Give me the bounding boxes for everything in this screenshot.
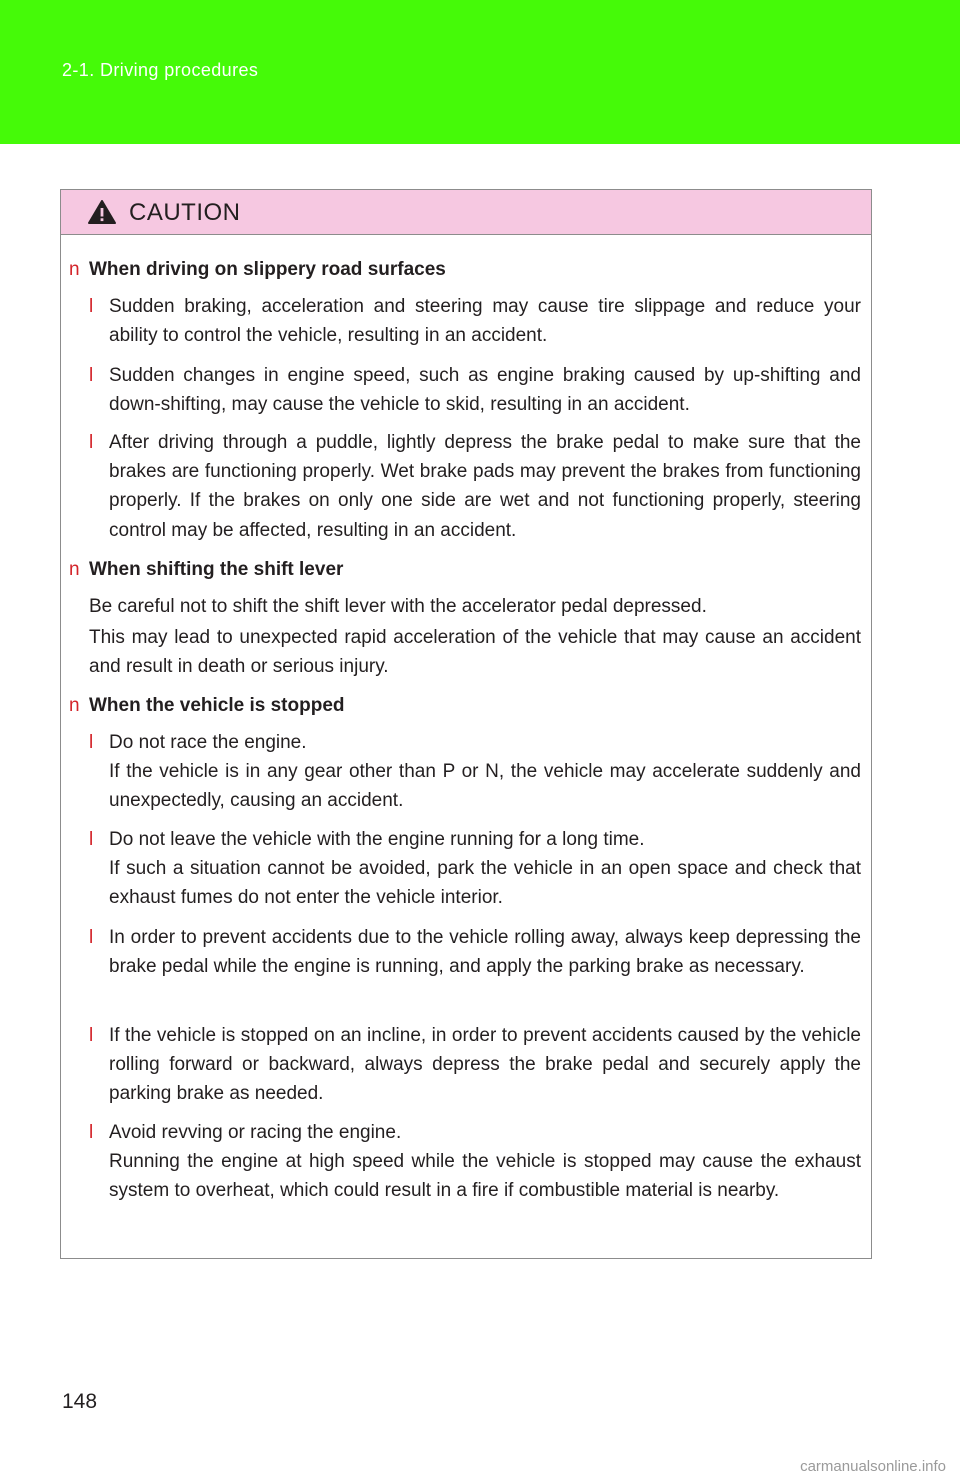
list-item-text: Do not race the engine. bbox=[109, 732, 307, 753]
watermark: carmanualsonline.info bbox=[800, 1458, 946, 1475]
paragraph: Be careful not to shift the shift lever with the accelerator pedal depressed. bbox=[89, 596, 707, 617]
list-item bbox=[89, 825, 861, 854]
paragraph: This may lead to unexpected rapid acceleration of the vehicle that may cause an accident and result in death or serious injury. bbox=[89, 627, 861, 678]
list-item-text: If the vehicle is stopped on an incline, in order to prevent accidents caused by the vehicle rolling forward or backward, always depress the brake pedal and securely apply the parking brake as needed. bbox=[109, 1025, 861, 1105]
caution-header bbox=[61, 190, 871, 235]
list-item-text: Sudden changes in engine speed, such as engine braking caused by up-shifting and down-shifting, may cause the vehicle to skid, resulting in an accident. bbox=[109, 365, 861, 416]
bullet-icon: l bbox=[89, 365, 94, 386]
section-heading bbox=[69, 558, 343, 582]
square-bullet-icon: n bbox=[69, 559, 80, 580]
bullet-icon: l bbox=[89, 432, 94, 453]
section-heading-text: When the vehicle is stopped bbox=[89, 695, 345, 716]
list-item bbox=[89, 1021, 861, 1109]
list-item bbox=[89, 361, 861, 419]
section-heading-text: When driving on slippery road surfaces bbox=[89, 259, 446, 280]
list-item-continuation: If the vehicle is in any gear other than P or N, the vehicle may accelerate suddenly and unexpectedly, causing an accident. bbox=[109, 761, 861, 812]
bullet-icon: l bbox=[89, 296, 94, 317]
list-item-text: In order to prevent accidents due to the vehicle rolling away, always keep depressing the brake pedal while the engine is running, and apply the parking brake as necessary. bbox=[109, 927, 861, 978]
list-item bbox=[89, 292, 861, 350]
list-item-text: Do not leave the vehicle with the engine running for a long time. bbox=[109, 829, 645, 850]
list-item bbox=[89, 1118, 861, 1147]
bullet-icon: l bbox=[89, 1122, 94, 1143]
caution-box bbox=[60, 189, 872, 1259]
bullet-icon: l bbox=[89, 732, 94, 753]
page-header bbox=[0, 0, 960, 144]
bullet-icon: l bbox=[89, 1025, 94, 1046]
caution-title: CAUTION bbox=[129, 199, 241, 226]
section-title: 2-1. Driving procedures bbox=[62, 60, 259, 80]
bullet-icon: l bbox=[89, 927, 94, 948]
list-item bbox=[89, 728, 861, 757]
list-item-text: After driving through a puddle, lightly depress the brake pedal to make sure that the brakes are functioning properly. Wet brake pads may prevent the brakes from functioning properly. If the brakes on only one side are wet and not functioning properly, steering control may be affected, resulting in an accident. bbox=[109, 432, 861, 541]
section-heading bbox=[69, 694, 345, 718]
list-item bbox=[89, 428, 861, 545]
page-number: 148 bbox=[62, 1390, 98, 1413]
section-heading-text: When shifting the shift lever bbox=[89, 559, 344, 580]
square-bullet-icon: n bbox=[69, 695, 80, 716]
list-item bbox=[89, 923, 861, 981]
bullet-icon: l bbox=[89, 829, 94, 850]
list-item-continuation: If such a situation cannot be avoided, park the vehicle in an open space and check that exhaust fumes do not enter the vehicle interior. bbox=[109, 858, 861, 909]
list-item-continuation: Running the engine at high speed while the vehicle is stopped may cause the exhaust system to overheat, which could result in a fire if combustible material is nearby. bbox=[109, 1151, 861, 1202]
list-item-text: Avoid revving or racing the engine. bbox=[109, 1122, 402, 1143]
list-item-text: Sudden braking, acceleration and steering may cause tire slippage and reduce your ability to control the vehicle, resulting in an accident. bbox=[109, 296, 861, 347]
section-heading bbox=[69, 258, 446, 282]
warning-triangle-icon bbox=[87, 199, 117, 225]
square-bullet-icon: n bbox=[69, 259, 80, 280]
